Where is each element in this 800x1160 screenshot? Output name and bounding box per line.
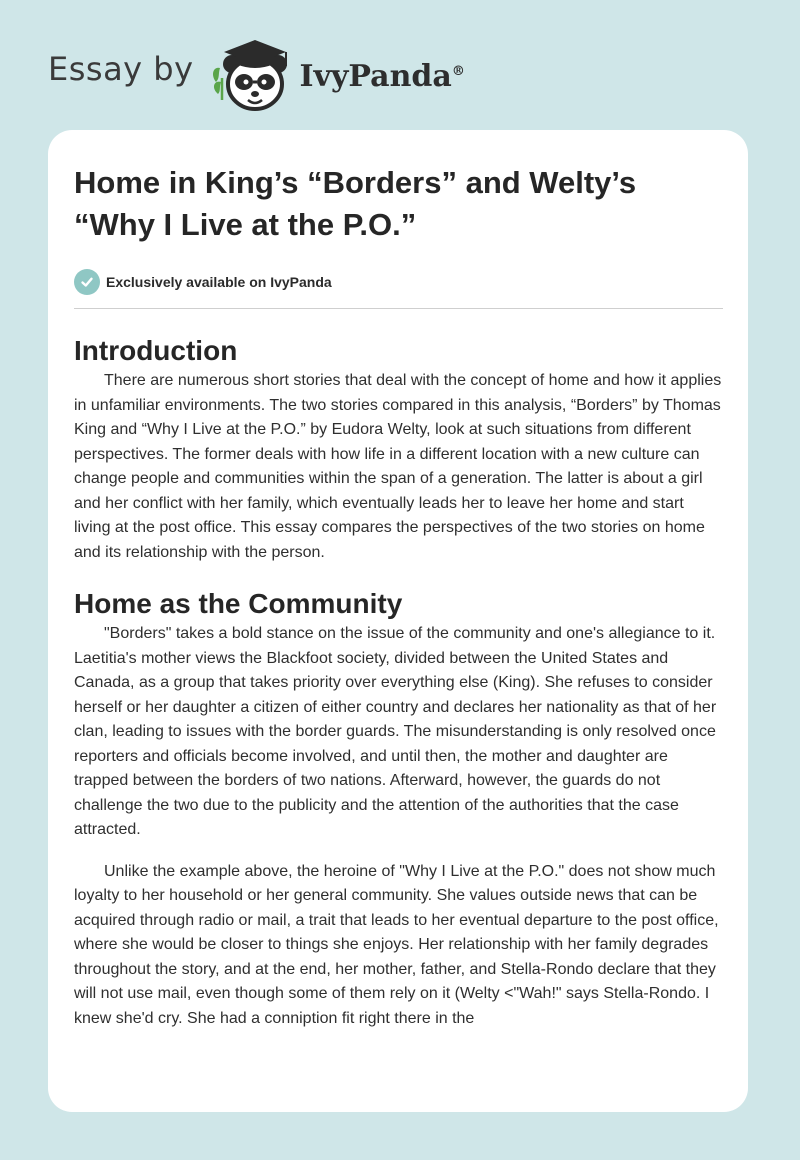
- divider: [74, 308, 723, 309]
- exclusive-badge: [74, 268, 723, 296]
- brand-prefix: Essay by: [48, 50, 194, 88]
- essay-content: [74, 162, 723, 1031]
- brand-name[interactable]: [300, 59, 465, 94]
- check-icon: [74, 269, 100, 295]
- site-header: [48, 34, 465, 114]
- page-title: Home in King’s “Borders” and Welty’s “Why I Live at the P.O.”: [74, 165, 637, 242]
- essay-card: [48, 130, 748, 1112]
- section-introduction: [74, 333, 723, 565]
- section-home-as-community: [74, 586, 723, 1031]
- section-heading: Introduction: [74, 335, 238, 366]
- paragraph: "Borders" takes a bold stance on the issue of the community and one's allegiance to it. Laetitia's mother views the Blackfoot society, divided between the United States and Canada, as a group that takes priority over everything else (King). She refuses to consider herself or her daughter a citizen of either country and declares her nationality as that of her clan, leading to issues with the border guards. The misunderstanding is only resolved once reporters and officials become involved, and until then, the mother and daughter are trapped between the borders of two nations. Afterward, however, the guards do not challenge the two due to the publicity and the attention of the authorities that the case attracted.: [74, 625, 717, 838]
- section-heading: Home as the Community: [74, 588, 403, 619]
- panda-logo-icon[interactable]: [208, 34, 298, 114]
- paragraph: There are numerous short stories that deal with the concept of home and how it applies in unfamiliar environments. The two stories compared in this analysis, “Borders” by Thomas King and “Why I Live at the P.O.” by Eudora Welty, look at such situations from different perspectives. The former deals with how life in a different location with a new culture can change people and communities within the span of a generation. The latter is about a girl and her conflict with her family, which eventually leads her to leave her home and start living at the post office. This essay compares the perspectives of the two stories on home and its relationship with the person.: [74, 372, 722, 561]
- brand-name-text: IvyPanda: [299, 58, 452, 94]
- paragraph: Unlike the example above, the heroine of "Why I Live at the P.O." does not show much loyalty to her household or her general community. She values outside news that can be acquired through radio or mail, a trait that leads to her eventual departure to the post office, where she would be closer to things she enjoys. Her relationship with her family degrades throughout the story, and at the end, her mother, father, and Stella-Rondo declare that they will not use mail, even though some of them rely on it (Welty <"Wah!" says Stella-Rondo. I knew she'd cry. She had a conniption fit right there in the: [74, 862, 719, 1027]
- badge-text: Exclusively available on IvyPanda: [106, 274, 332, 290]
- registered-mark: ®: [451, 63, 465, 79]
